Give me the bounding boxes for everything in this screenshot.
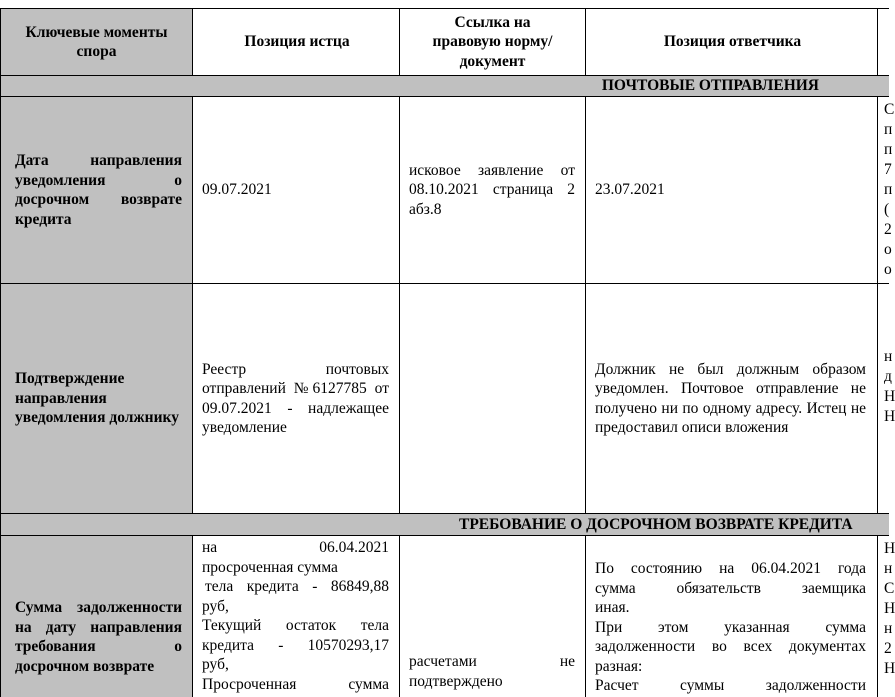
header-key-moments: Ключевые моменты спора	[0, 8, 193, 76]
defendant-cell: По состоянию на 06.04.2021 года сумма обязательств заемщика иная. При этом указанная сумма задолженности во всех документах разная: Расчет суммы задолженности	[586, 536, 878, 697]
reference-cell: расчетами не подтверждено	[400, 536, 586, 697]
col5-fragments: Н н С Н н 2 Н	[884, 540, 895, 677]
plaintiff-cell: на 06.04.2021 просроченная сумма тела кредита - 86849,88 руб, Текущий остаток тела кредита - 10570293,17 руб, Просроченная сумма	[193, 536, 400, 697]
reference-cell	[400, 284, 586, 514]
plaintiff-cell: 09.07.2021	[193, 97, 400, 284]
col5-fragments: н д Н Н	[884, 348, 895, 425]
reference-cell: исковое заявление от 08.10.2021 страница 2 абз.8	[400, 97, 586, 284]
header-defendant-position: Позиция ответчика	[586, 8, 878, 76]
defendant-cell: 23.07.2021	[586, 97, 878, 284]
defendant-cell: Должник не был должным образом уведомлен. Почтовое отправление не получено ни по одному адресу. Истец не предоставил описи вложения	[586, 284, 878, 514]
section-band-postal: ПОЧТОВЫЕ ОТПРАВЛЕНИЯ	[0, 76, 889, 97]
header-legal-reference: Ссылка на правовую норму/документ	[400, 8, 586, 76]
col5-fragments: С п п 7 п ( 2 о о	[884, 101, 895, 278]
header-col5	[878, 8, 889, 76]
section-band-early-repayment: ТРЕБОВАНИЕ О ДОСРОЧНОМ ВОЗВРАТЕ КРЕДИТА	[0, 514, 889, 536]
header-plaintiff-position: Позиция истца	[193, 8, 400, 76]
row-key: Подтверждение направления уведомления должнику	[0, 284, 193, 514]
plaintiff-cell: Реестр почтовых отправлений №6127785 от 09.07.2021 - надлежащее уведомление	[193, 284, 400, 514]
row-key: Сумма задолженности на дату направления требования о досрочном возврате	[0, 536, 193, 697]
row-key: Дата направления уведомления о досрочном возврате кредита	[0, 97, 193, 284]
